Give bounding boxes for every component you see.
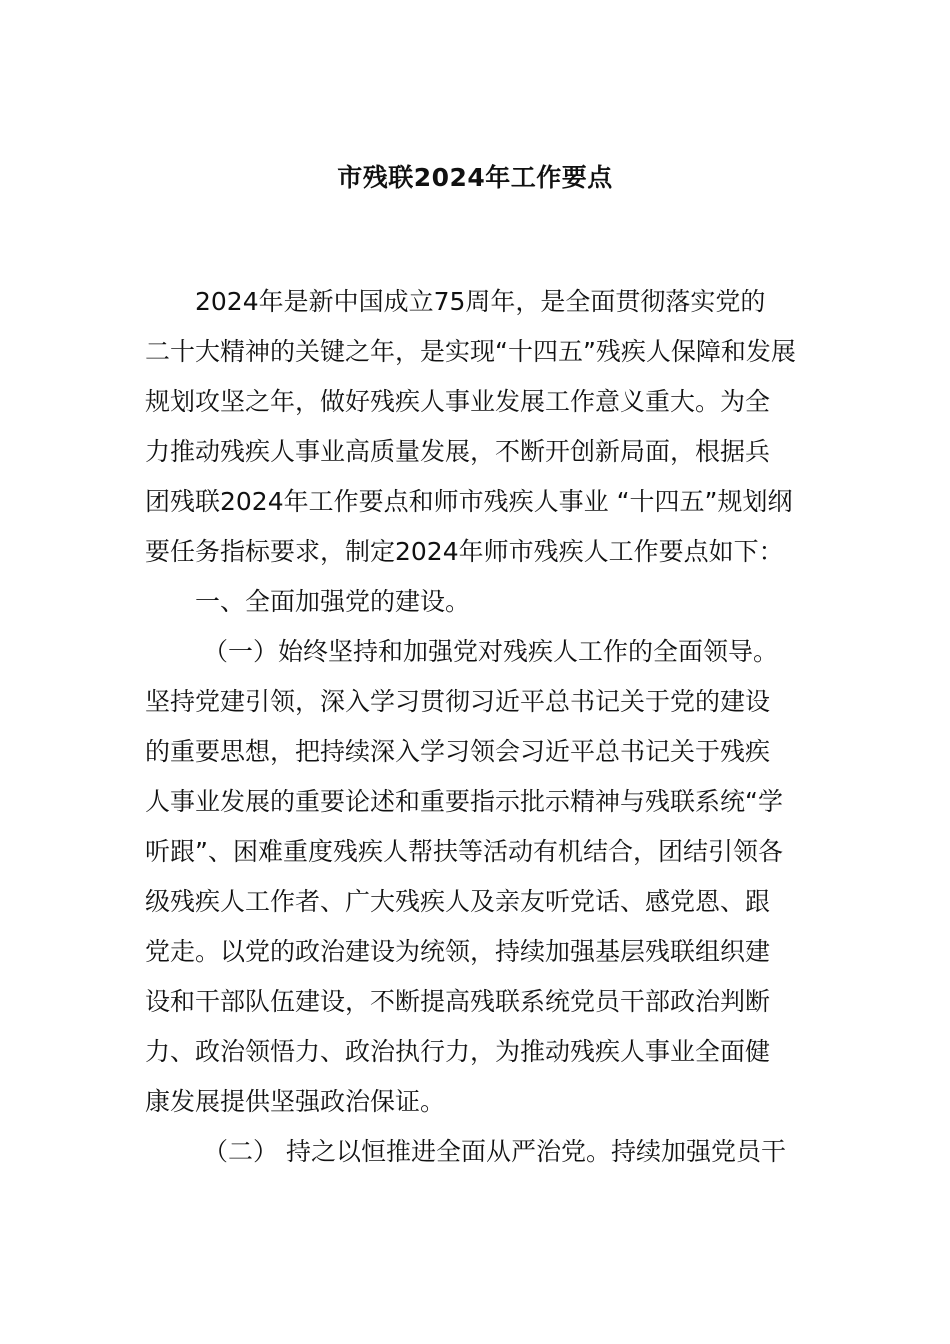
paragraph-line: 力、政治领悟力、政治执行力，为推动残疾人事业全面健 — [145, 1037, 771, 1066]
paragraph-line: 要任务指标要求，制定2024年师市残疾人工作要点如下： — [145, 537, 784, 566]
section-heading: 一、全面加强党的建设。 — [195, 587, 471, 616]
paragraph-line: 党走。以党的政治建设为统领，持续加强基层残联组织建 — [145, 937, 771, 966]
paragraph-line: 级残疾人工作者、广大残疾人及亲友听党话、感党恩、跟 — [145, 887, 771, 916]
paragraph-line: 听跟”、困难重度残疾人帮扶等活动有机结合，团结引领各 — [145, 837, 783, 866]
paragraph-line: 规划攻坚之年，做好残疾人事业发展工作意义重大。为全 — [145, 387, 771, 416]
subsection-heading: （一）始终坚持和加强党对残疾人工作的全面领导。 — [203, 637, 779, 666]
paragraph-line: 坚持党建引领，深入学习贯彻习近平总书记关于党的建设 — [145, 687, 771, 716]
document-body — [145, 281, 810, 1181]
paragraph-line: 2024年是新中国成立75周年，是全面贯彻落实党的 — [195, 287, 766, 316]
paragraph-line: 康发展提供坚强政治保证。 — [145, 1087, 446, 1116]
subsection-heading: （二） 持之以恒推进全面从严治党。持续加强党员干 — [203, 1137, 786, 1166]
paragraph-line: 设和干部队伍建设，不断提高残联系统党员干部政治判断 — [145, 987, 771, 1016]
paragraph-line: 二十大精神的关键之年，是实现“十四五”残疾人保障和发展 — [145, 337, 796, 366]
paragraph-line: 的重要思想，把持续深入学习领会习近平总书记关于残疾 — [145, 737, 771, 766]
paragraph-line: 力推动残疾人事业高质量发展，不断开创新局面，根据兵 — [145, 437, 771, 466]
paragraph-line: 团残联2024年工作要点和师市残疾人事业 “十四五”规划纲 — [145, 487, 793, 516]
document-title: 市残联2024年工作要点 — [337, 163, 613, 192]
paragraph-line: 人事业发展的重要论述和重要指示批示精神与残联系统“学 — [145, 787, 783, 816]
